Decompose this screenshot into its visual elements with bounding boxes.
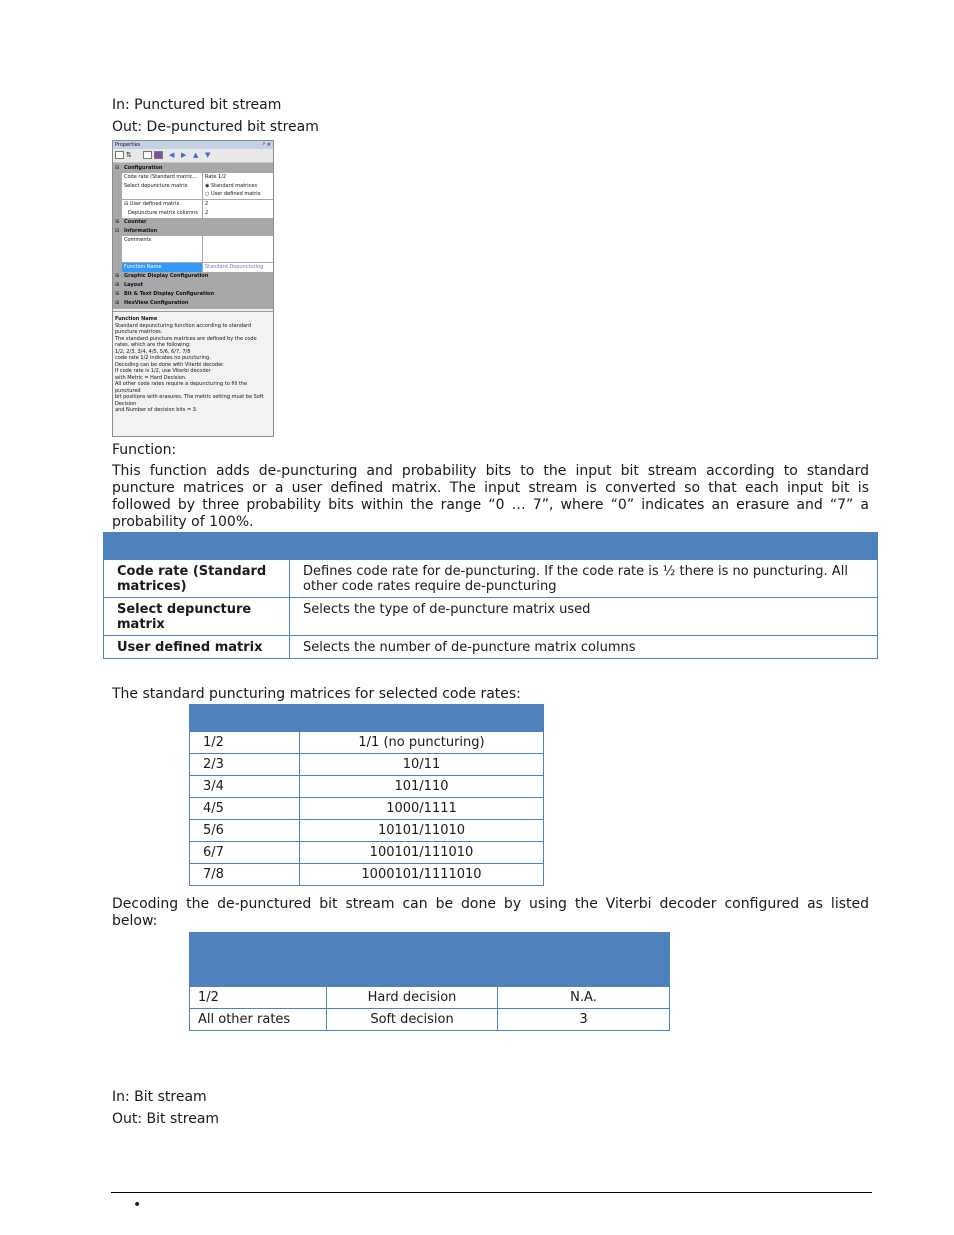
settings-table: [103, 532, 878, 659]
code-rate-cell: 7/8: [190, 864, 300, 886]
description-line: Decoding can be done with Viterbi decoder.: [115, 361, 225, 368]
function-paragraph: [112, 463, 869, 531]
footer-divider: [111, 1192, 872, 1193]
arrow-up-icon[interactable]: ▲: [193, 151, 199, 159]
property-select-depuncture[interactable]: Select depuncture matrix ◉ Standard matrices ○ User defined matrix: [113, 182, 273, 199]
paragraph-line: This function adds de-puncturing and probability bits to the input bit stream according to standard: [112, 463, 869, 479]
expand-icon[interactable]: ⊞: [115, 219, 120, 225]
table-row: [190, 842, 544, 864]
property-description: [113, 311, 273, 436]
code-rate-cell: 2/3: [190, 754, 300, 776]
matrices-intro: The standard puncturing matrices for selected code rates:: [112, 686, 521, 702]
table-header: [190, 705, 544, 732]
property-pages-icon[interactable]: [143, 151, 152, 159]
table-row: [190, 776, 544, 798]
sort-alphabetical-icon[interactable]: ⇅: [126, 151, 132, 159]
matrix-cell: 10101/11010: [300, 820, 544, 842]
code-rate-cell: 6/7: [190, 842, 300, 864]
table-row: [190, 754, 544, 776]
description-line: All other code rates require a depuncturing to fill the: [115, 381, 248, 387]
matrix-cell: 10/11: [300, 754, 544, 776]
table-header-row: [104, 533, 878, 560]
setting-description: Selects the number of de-puncture matrix columns: [290, 636, 878, 659]
table-row: [104, 636, 878, 659]
user-defined-key: ⊟ User defined matrix: [122, 200, 202, 209]
property-grid: [113, 163, 273, 309]
footer-bullet: •: [133, 1197, 142, 1213]
decoder-config-table: [189, 932, 670, 1031]
description-line: 1/2, 2/3, 3/4, 4/5, 5/6, 6/7, 7/8: [115, 348, 191, 355]
pin-close-icon[interactable]: ᵖ ✕: [263, 142, 271, 148]
metric-cell: Soft decision: [327, 1009, 498, 1031]
decoding-paragraph: [112, 896, 869, 930]
category-counter[interactable]: ⊞ Counter: [115, 219, 147, 225]
matrix-cell: 1000/1111: [300, 798, 544, 820]
matrix-cell: 1/1 (no puncturing): [300, 732, 544, 754]
arrow-right-icon[interactable]: ▶: [181, 151, 187, 159]
table-row: [190, 732, 544, 754]
arrow-down-icon[interactable]: ▼: [205, 151, 211, 159]
description-line: with Metric = Hard Decision.: [115, 374, 187, 381]
expand-icon[interactable]: ⊞: [115, 282, 120, 288]
description-line: bit positions with erasures. The metric setting must be Soft: [115, 394, 264, 400]
description-line: If code rate is 1/2, use Viterbi decoder: [115, 368, 211, 374]
table-row: [190, 987, 670, 1009]
table-header: [190, 933, 670, 987]
description-line: rates, which are the following:: [115, 342, 191, 348]
category-bit-text[interactable]: ⊞ Bit & Text Display Configuration: [115, 291, 215, 297]
matrix-cell: 1000101/1111010: [300, 864, 544, 886]
expand-icon[interactable]: ⊞: [115, 291, 120, 297]
matrix-cell: 101/110: [300, 776, 544, 798]
output-description: Out: De-punctured bit stream: [112, 119, 319, 135]
code-rate-cell: 3/4: [190, 776, 300, 798]
description-line: Standard depuncturing function according to standard: [115, 322, 252, 329]
matrix-cell: 100101/111010: [300, 842, 544, 864]
category-graphic-display[interactable]: ⊞ Graphic Display Configuration: [115, 273, 209, 279]
function-heading: Function:: [112, 442, 177, 458]
description-line: code rate 1/2 indicates no puncturing.: [115, 355, 211, 361]
categorized-icon[interactable]: [115, 151, 124, 159]
property-user-defined[interactable]: ⊟ User defined matrix 2: [113, 200, 273, 209]
paragraph-line: Decoding the de-punctured bit stream can be done by using the Viterbi decoder configured as listed: [112, 896, 869, 912]
property-function-name[interactable]: Function Name Standard Depuncturing: [113, 263, 273, 272]
description-line: Decision: [115, 400, 137, 407]
paragraph-line: puncture matrices or a user defined matrix. The input stream is converted so that each input bit is: [112, 480, 869, 496]
description-line: The standard puncture matrices are defined by the code: [115, 335, 257, 342]
properties-panel: [112, 140, 274, 437]
events-icon[interactable]: [154, 151, 163, 159]
code-rate-cell: All other rates: [190, 1009, 327, 1031]
paragraph-line: below:: [112, 913, 158, 929]
decision-bits-cell: 3: [498, 1009, 670, 1031]
category-layout[interactable]: ⊞ Layout: [115, 282, 144, 288]
table-header-row: [190, 705, 544, 732]
category-configuration[interactable]: ⊟ Configuration: [115, 165, 163, 171]
decision-bits-cell: N.A.: [498, 987, 670, 1009]
expand-icon[interactable]: ⊞: [115, 273, 120, 279]
paragraph-line: followed by three probability bits within the range “0 … 7”, where “0” indicates an erasure and “7” a: [112, 497, 869, 513]
code-rate-cell: 5/6: [190, 820, 300, 842]
table-row: [190, 820, 544, 842]
properties-toolbar: [113, 149, 273, 163]
description-line: puncture matrices.: [115, 329, 163, 335]
table-row: [104, 560, 878, 598]
paragraph-line: probability of 100%.: [112, 514, 254, 530]
properties-titlebar: [113, 141, 273, 149]
table-row: [190, 798, 544, 820]
code-rate-cell: 4/5: [190, 798, 300, 820]
arrow-left-icon[interactable]: ◀: [169, 151, 175, 159]
description-line: and Number of decision bits = 3.: [115, 407, 198, 413]
property-comments[interactable]: Comments: [113, 236, 273, 262]
table-header: [104, 533, 878, 560]
properties-title: Properties: [115, 142, 141, 148]
table-row: [104, 598, 878, 636]
collapse-icon[interactable]: ⊟: [115, 165, 120, 171]
description-line: punctured: [115, 387, 141, 394]
input-description: In: Bit stream: [112, 1089, 207, 1105]
property-columns[interactable]: Depuncture matrix columns 2: [113, 209, 273, 218]
setting-name: User defined matrix: [104, 636, 290, 659]
output-description: Out: Bit stream: [112, 1111, 220, 1127]
collapse-icon[interactable]: ⊟: [115, 228, 120, 234]
description-title: Function Name: [115, 316, 158, 322]
table-row: [190, 1009, 670, 1031]
select-options[interactable]: ◉ Standard matrices ○ User defined matrix: [203, 182, 273, 199]
expand-icon[interactable]: ⊞: [115, 300, 120, 306]
table-header-row: [190, 933, 670, 987]
code-rate-cell: 1/2: [190, 732, 300, 754]
property-code-rate[interactable]: Code rate (Standard matric... Rate 1/2: [113, 173, 273, 182]
setting-name: Code rate (Standard matrices): [104, 560, 290, 598]
code-rate-cell: 1/2: [190, 987, 327, 1009]
comments-value[interactable]: [203, 236, 273, 262]
category-information[interactable]: ⊟ Information: [115, 228, 158, 234]
category-hexview[interactable]: ⊞ HexView Configuration: [115, 300, 189, 306]
setting-description: Defines code rate for de-puncturing. If the code rate is ½ there is no puncturing. All other code rates require de-puncturing: [290, 560, 878, 598]
input-description: In: Punctured bit stream: [112, 97, 282, 113]
metric-cell: Hard decision: [327, 987, 498, 1009]
setting-description: Selects the type of de-puncture matrix used: [290, 598, 878, 636]
puncturing-matrices-table: [189, 704, 544, 886]
table-row: [190, 864, 544, 886]
setting-name: Select depuncture matrix: [104, 598, 290, 636]
